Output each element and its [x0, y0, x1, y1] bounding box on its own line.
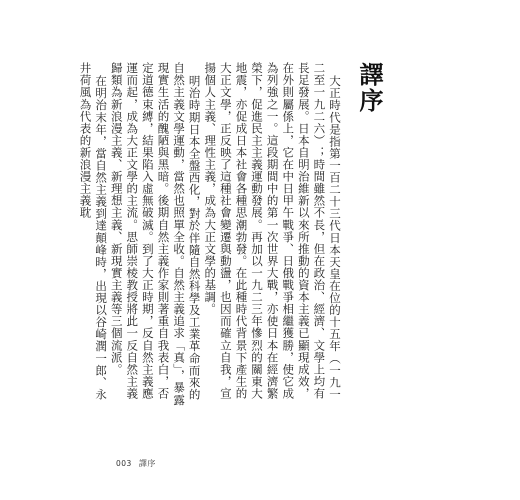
- page-title: 譯序: [355, 62, 384, 114]
- paragraph-2: 明治時期日本全盤西化，對於伴隨自然科學及工業革命而來的自然主義文學運動，當然也照單全收。自然主義追求「真」，暴露現實生活的醜陋與黑暗。後期自然主義作家則著重自我表白，否定道德束縛，結果陷入虛無破滅。到了大正時期，反自然主義應運而起，成為大正文學的主流。思師崇棱教授將此一反自然主義歸類為新浪漫主義、新理想主義、新現實主義等三個流派。: [109, 62, 202, 406]
- running-section-title: 譯序: [138, 459, 156, 468]
- page-footer: [116, 458, 156, 469]
- paragraph-3: 在明治末年，當自然主義到達顛峰時，出現以谷崎潤一郎、永井荷風為代表的新浪漫主義耽: [78, 62, 109, 401]
- page-number: 003: [116, 459, 132, 468]
- body-text: [78, 62, 342, 407]
- paragraph-1: 大正時代是指第一百二十三代日本天皇在位的十五年（一九一二至一九二六）；時間雖然不長，但在政治、經濟、文學上均有長足發展。日本自明治維新以來所推動的資本主義已顯現成效，在外則屬係上，它在中日甲午戰爭、日俄戰爭相繼獲勝，使它成為列強之一。這段期間中的第一次世界大戰，亦使日本在經濟繁榮下，促進民主主義運動發展。再加以一九二三年慘烈的關東大地震，亦促成日本社會各種思潮勃發。在此種時代背景下產生的大正文學，正反映了這種社會變遷與動盪，也因而確立自我，宣揚個人主義、理性主義，成為大正文學的基調。: [203, 62, 342, 401]
